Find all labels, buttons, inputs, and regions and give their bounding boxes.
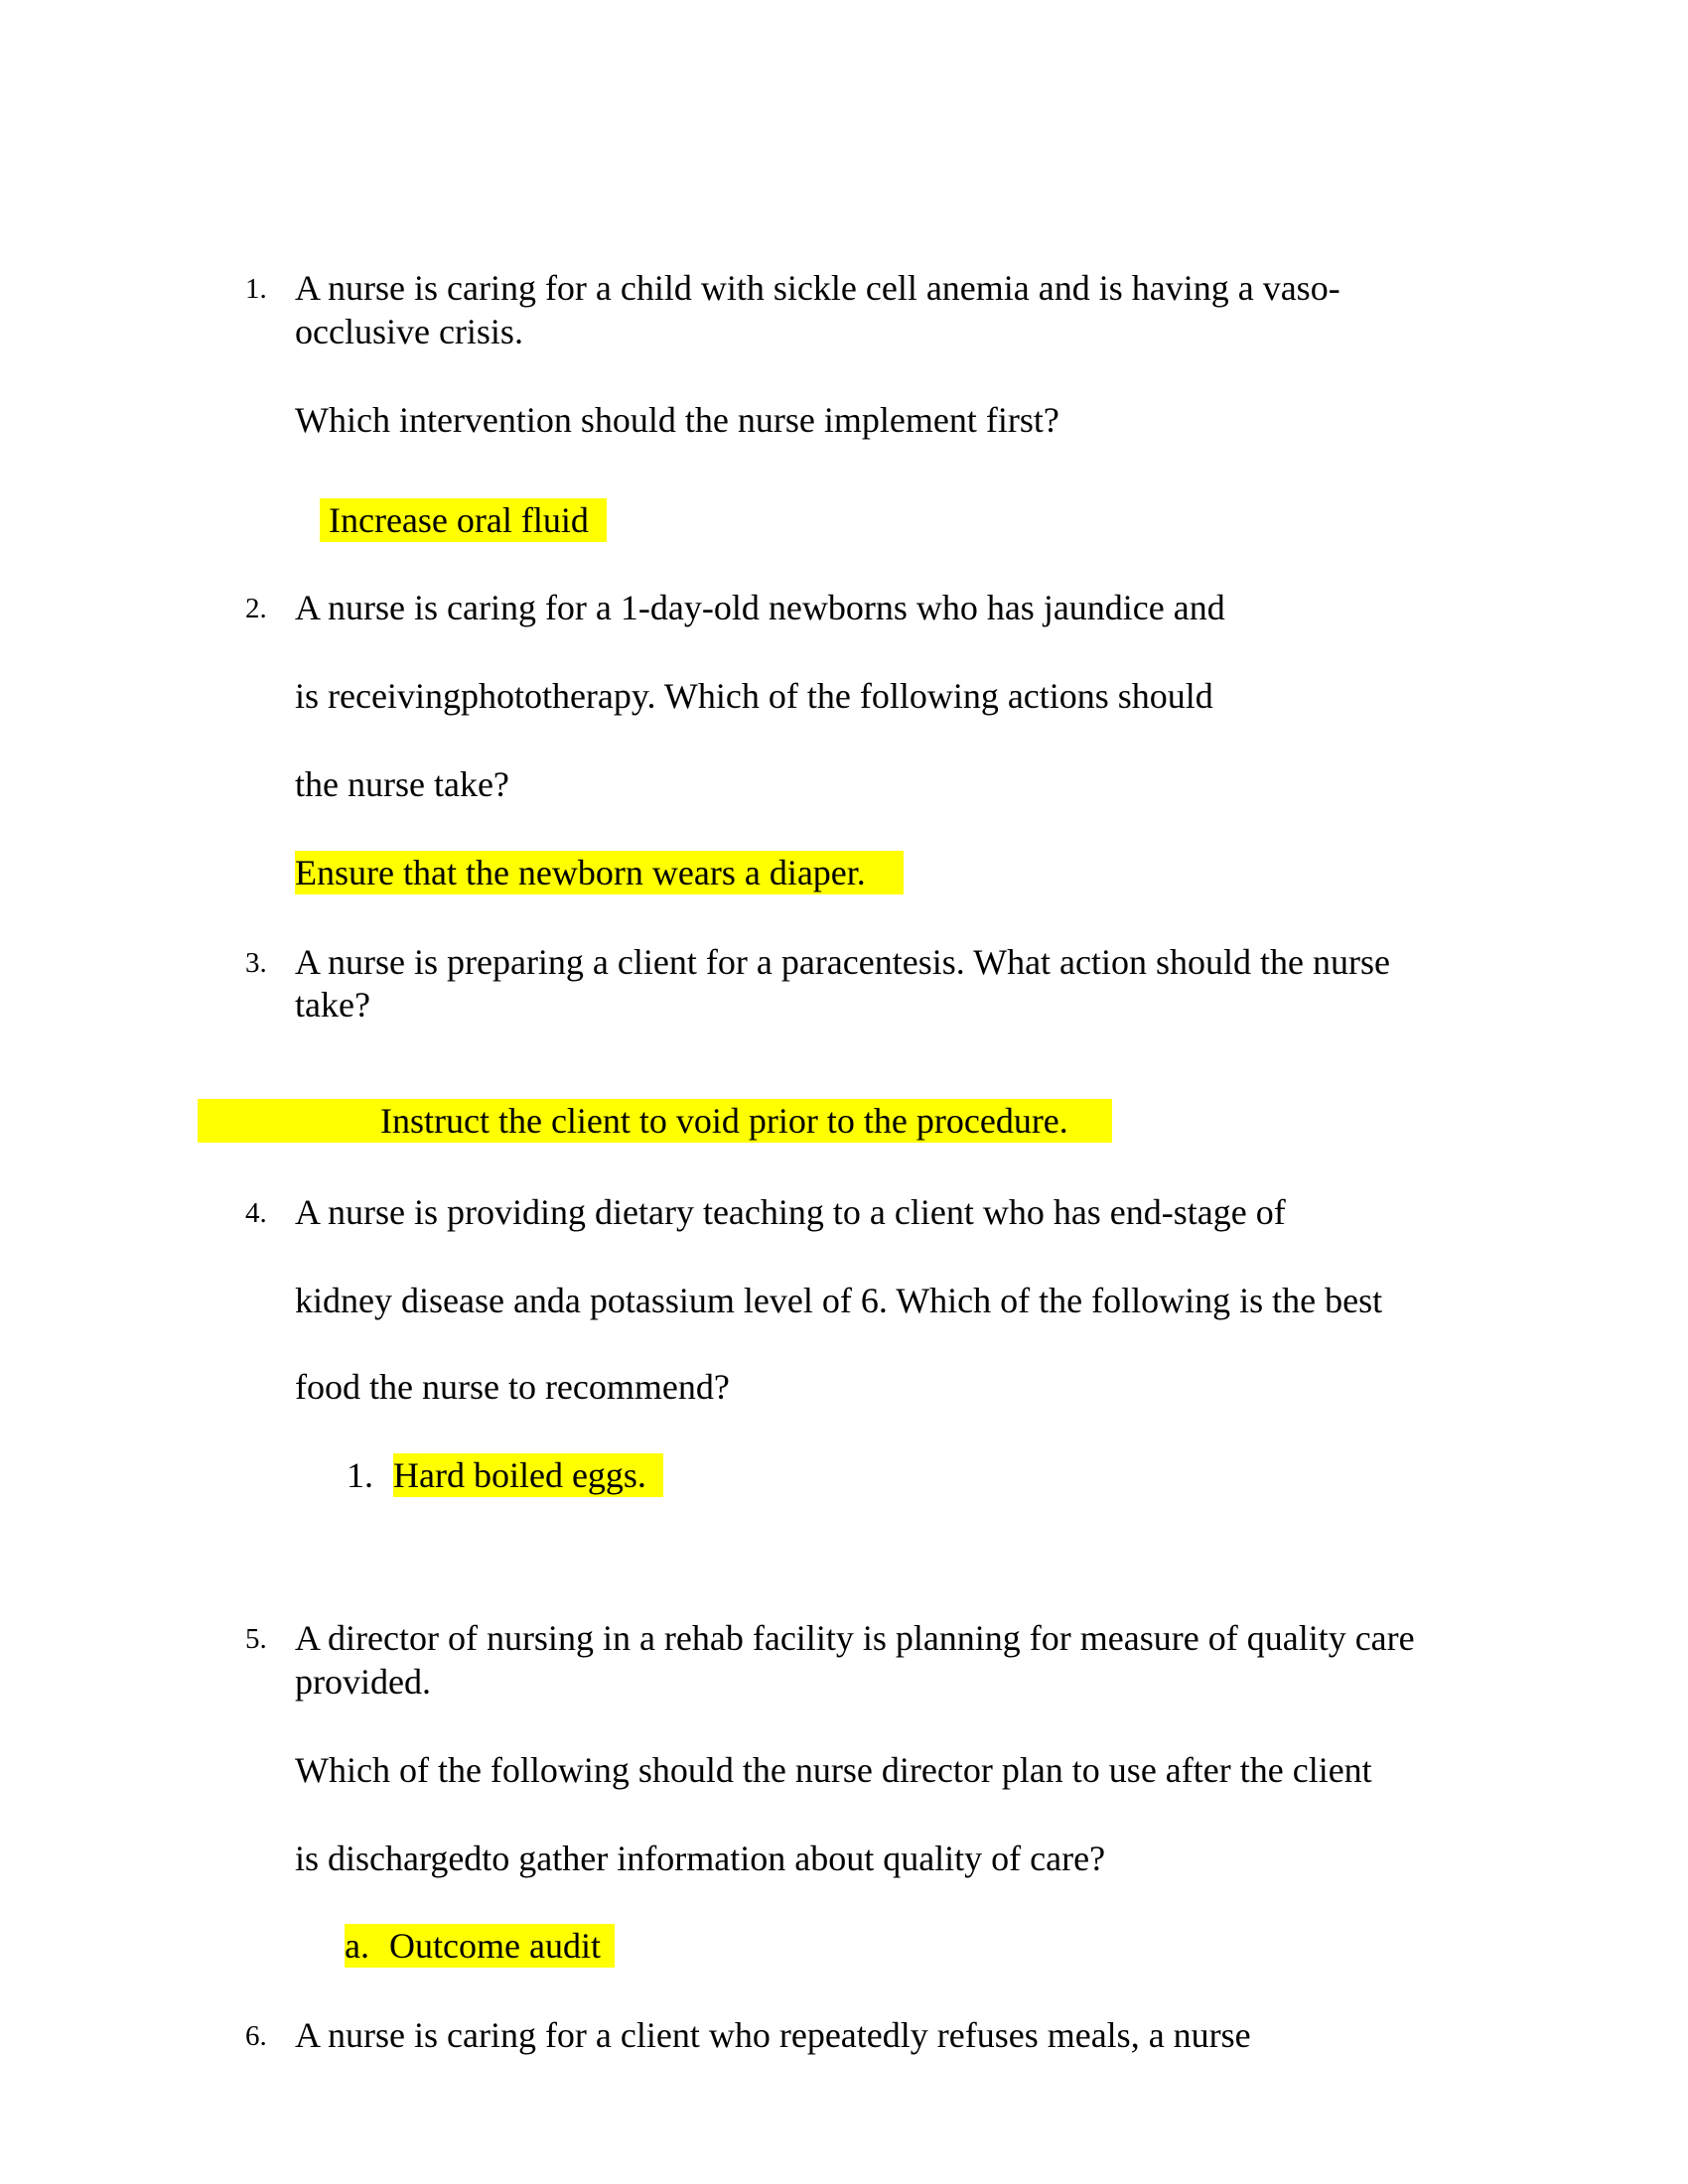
question-3-text: take? — [295, 985, 370, 1024]
question-1-answer: Increase oral fluid — [320, 498, 607, 542]
question-1-text: Which intervention should the nurse implement first? — [295, 400, 1059, 440]
question-2-number: 2. — [245, 593, 267, 624]
question-1-text: A nurse is caring for a child with sickle cell anemia and is having a vaso- — [295, 268, 1340, 308]
question-5-text: Which of the following should the nurse director plan to use after the client — [295, 1750, 1372, 1790]
question-3-answer: Instruct the client to void prior to the procedure. — [380, 1101, 1068, 1141]
question-4-answer-marker: 1. — [347, 1455, 373, 1495]
question-5-answer-marker: a. — [345, 1926, 369, 1966]
question-6-number: 6. — [245, 2020, 267, 2052]
question-2-text: the nurse take? — [295, 764, 509, 804]
question-5-text: is dischargedto gather information about quality of care? — [295, 1839, 1106, 1878]
question-6-text: A nurse is caring for a client who repeatedly refuses meals, a nurse — [295, 2015, 1251, 2055]
question-2-text: is receivingphototherapy. Which of the following actions should — [295, 676, 1213, 716]
question-4-text: kidney disease anda potassium level of 6. Which of the following is the best — [295, 1281, 1383, 1320]
question-1-text: occlusive crisis. — [295, 312, 523, 351]
question-1-number: 1. — [245, 273, 267, 305]
question-5-answer: Outcome audit — [389, 1926, 601, 1966]
question-3-text: A nurse is preparing a client for a paracentesis. What action should the nurse — [295, 942, 1390, 982]
question-5-text: provided. — [295, 1662, 431, 1702]
question-4-text: A nurse is providing dietary teaching to a client who has end-stage of — [295, 1192, 1286, 1232]
question-5-number: 5. — [245, 1623, 267, 1655]
question-2-text: A nurse is caring for a 1-day-old newborns who has jaundice and — [295, 588, 1225, 627]
question-5-text: A director of nursing in a rehab facility is planning for measure of quality care — [295, 1618, 1415, 1658]
question-2-answer: Ensure that the newborn wears a diaper. — [295, 851, 904, 894]
question-4-text: food the nurse to recommend? — [295, 1367, 730, 1407]
question-4-answer: Hard boiled eggs. — [393, 1453, 663, 1497]
question-4-number: 4. — [245, 1197, 267, 1229]
question-3-number: 3. — [245, 947, 267, 979]
